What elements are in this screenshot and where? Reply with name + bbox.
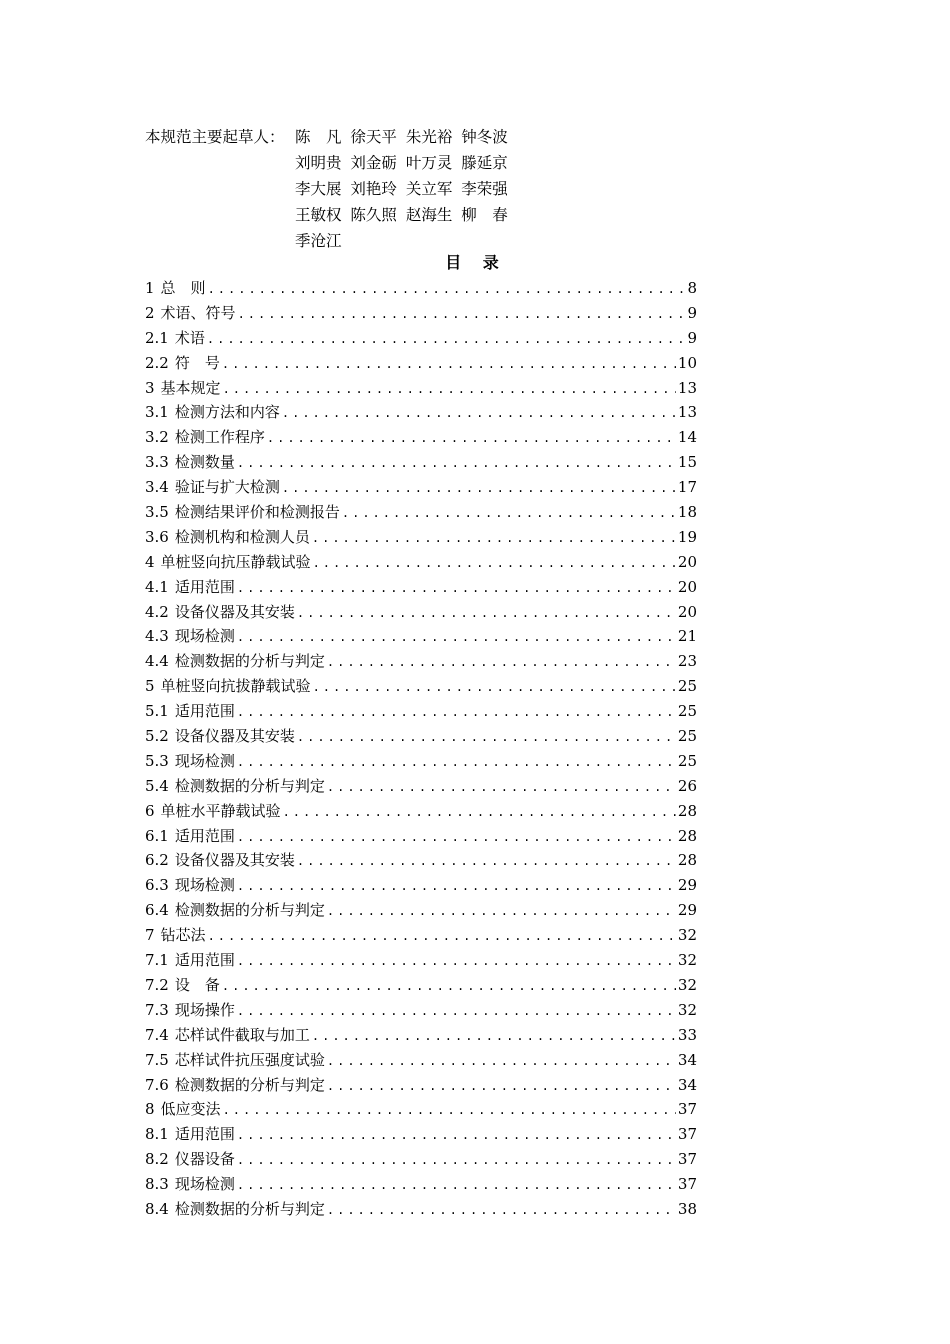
toc-dot-leader [222,974,676,999]
toc-entry-number: 3.2 [145,428,169,447]
toc-entry[interactable] [145,475,697,500]
toc-entry[interactable] [145,575,697,600]
toc-entry-title: 现场检测 [174,751,235,770]
toc-dot-leader [223,377,676,402]
toc-entry-number: 8.2 [145,1150,169,1169]
toc-entry-title: 检测数据的分析与判定 [174,776,325,795]
toc-entry-title: 现场检测 [174,1175,235,1194]
drafters-names [295,124,508,150]
toc-entry-page: 20 [677,552,697,571]
toc-entry-number: 7.5 [145,1050,169,1069]
toc-entry-title: 现场操作 [174,1000,235,1019]
toc-entry-title: 单桩竖向抗压静载试验 [160,552,311,571]
toc-entry-number: 3.6 [145,527,169,546]
toc-entry-number: 7.2 [145,975,169,994]
toc-entry-title: 术语、符号 [160,303,236,322]
toc-entry[interactable] [145,425,697,450]
toc-entry-page: 32 [677,926,697,945]
toc-entry[interactable] [145,1097,697,1122]
toc-entry-page: 19 [677,527,697,546]
toc-entry-number: 2 [145,303,155,322]
drafters-row: 季沧江 [295,232,342,250]
toc-entry-number: 7.3 [145,1000,169,1019]
toc-dot-leader [297,725,676,750]
toc-entry[interactable] [145,923,697,948]
toc-entry-page: 32 [677,951,697,970]
toc-entry-number: 3 [145,378,155,397]
toc-dot-leader [237,1148,676,1173]
toc-entry[interactable] [145,1048,697,1073]
toc-entry-title: 检测数量 [174,453,235,472]
drafters-row: 陈 凡 徐天平 朱光裕 钟冬波 [295,128,508,146]
toc-entry-number: 5.1 [145,702,169,721]
toc-dot-leader [237,750,676,775]
toc-entry-number: 6 [145,801,155,820]
toc-entry-page: 33 [677,1025,697,1044]
toc-entry[interactable] [145,276,697,301]
toc-entry-title: 总 则 [160,279,206,297]
toc-entry-title: 检测数据的分析与判定 [174,652,325,671]
toc-entry-page: 28 [677,851,697,870]
toc-entry-page: 9 [687,303,697,322]
toc-entry-page: 13 [677,378,697,397]
toc-entry-title: 仪器设备 [174,1150,235,1169]
toc-entry[interactable] [145,400,697,425]
toc-entry[interactable] [145,873,697,898]
toc-entry[interactable] [145,301,697,326]
toc-entry-number: 5.2 [145,727,169,746]
toc-entry-page: 8 [687,279,697,297]
toc-dot-leader [283,800,676,825]
toc-entry-page: 15 [677,453,697,472]
toc-dot-leader [237,700,676,725]
toc-entry[interactable] [145,600,697,625]
toc-entry-page: 9 [687,328,697,347]
toc-entry[interactable] [145,998,697,1023]
toc-entry[interactable] [145,525,697,550]
toc-entry-number: 8.3 [145,1175,169,1194]
toc-dot-leader [327,650,676,675]
toc-entry[interactable] [145,749,697,774]
toc-dot-leader [327,1049,676,1074]
toc-entry[interactable] [145,351,697,376]
toc-entry-title: 基本规定 [160,378,221,397]
toc-entry-page: 25 [677,727,697,746]
toc-entry[interactable] [145,550,697,575]
toc-entry-title: 单桩水平静载试验 [160,801,281,820]
toc-entry[interactable] [145,1023,697,1048]
toc-entry-page: 20 [677,577,697,596]
toc-entry-page: 28 [677,801,697,820]
toc-entry[interactable] [145,724,697,749]
toc-entry-number: 8.4 [145,1199,169,1218]
toc-entry-title: 现场检测 [174,627,235,646]
toc-dot-leader [312,1024,676,1049]
toc-entry-page: 29 [677,901,697,920]
toc-entry-title: 芯样试件截取与加工 [174,1025,310,1044]
toc-entry-number: 5 [145,677,155,696]
toc-dot-leader [237,999,676,1024]
toc-entry-number: 3.3 [145,453,169,472]
toc-entry-title: 现场检测 [174,876,235,895]
toc-entry-title: 单桩竖向抗拔静载试验 [160,677,311,696]
toc-entry[interactable] [145,699,697,724]
toc-entry-title: 检测方法和内容 [174,403,280,422]
toc-entry[interactable] [145,500,697,525]
toc-entry-title: 验证与扩大检测 [174,478,280,497]
toc-entry-page: 21 [677,627,697,646]
toc-entry-title: 钻芯法 [160,926,206,945]
drafters-label: 本规范主要起草人： [145,128,285,146]
toc-dot-leader [313,551,676,576]
drafters-row: 刘明贵 刘金砺 叶万灵 滕延京 [295,154,508,172]
toc-dot-leader [237,949,676,974]
toc-dot-leader [327,775,676,800]
toc-entry-number: 7.6 [145,1075,169,1094]
toc-dot-leader [238,302,686,327]
toc-entry-page: 25 [677,677,697,696]
toc-entry-title: 术语 [174,328,205,347]
toc-entry-title: 检测结果评价和检测报告 [174,503,340,522]
toc-entry-title: 适用范围 [174,1125,235,1144]
toc-entry-page: 20 [677,602,697,621]
toc-entry-number: 3.4 [145,478,169,497]
toc-entry-title: 适用范围 [174,826,235,845]
toc-entry-title: 检测工作程序 [174,428,265,447]
toc-entry[interactable] [145,848,697,873]
toc-entry-page: 37 [677,1175,697,1194]
toc-entry[interactable] [145,898,697,923]
toc-entry-page: 37 [677,1125,697,1144]
toc-entry-number: 4 [145,552,155,571]
toc-entry[interactable] [145,450,697,475]
toc-dot-leader [208,924,676,949]
toc-entry-page: 29 [677,876,697,895]
toc-entry-number: 2.1 [145,328,169,347]
toc-dot-leader [237,1123,676,1148]
toc-entry-page: 23 [677,652,697,671]
toc-entry-title: 检测数据的分析与判定 [174,1199,325,1218]
toc-dot-leader [223,1098,676,1123]
toc-dot-leader [313,675,676,700]
toc-entry-number: 8 [145,1100,155,1119]
toc-dot-leader [237,625,676,650]
toc-entry-title: 芯样试件抗压强度试验 [174,1050,325,1069]
toc-entry-number: 6.4 [145,901,169,920]
toc-entry-number: 2.2 [145,353,169,372]
toc-entry-page: 34 [677,1075,697,1094]
toc-entry-page: 10 [677,353,697,372]
toc-entry-page: 25 [677,702,697,721]
toc-dot-leader [208,277,686,302]
toc-dot-leader [297,601,676,626]
toc-entry[interactable] [145,376,697,401]
toc-entry-title: 检测数据的分析与判定 [174,1075,325,1094]
toc-entry-number: 4.1 [145,577,169,596]
toc-entry-title: 检测数据的分析与判定 [174,901,325,920]
toc-dot-leader [327,1074,676,1099]
toc-entry-title: 检测机构和检测人员 [174,527,310,546]
toc-entry-title: 设备仪器及其安装 [174,851,295,870]
toc-entry-number: 3.5 [145,503,169,522]
toc-dot-leader [297,849,676,874]
toc-entry-title: 符 号 [174,353,220,372]
toc-entry-number: 5.3 [145,751,169,770]
toc-dot-leader [237,451,676,476]
toc-entry-page: 14 [677,428,697,447]
toc-entry-page: 38 [677,1199,697,1218]
toc-entry-number: 7.1 [145,951,169,970]
toc-dot-leader [342,501,676,526]
toc-entry[interactable] [145,1172,697,1197]
toc-entry[interactable] [145,1122,697,1147]
toc-entry-title: 适用范围 [174,951,235,970]
toc-entry-page: 18 [677,503,697,522]
toc-entry-page: 26 [677,776,697,795]
toc-entry[interactable] [145,674,697,699]
toc-dot-leader [237,825,676,850]
toc-entry-page: 34 [677,1050,697,1069]
toc-entry-page: 17 [677,478,697,497]
toc-dot-leader [207,327,686,352]
toc-dot-leader [237,1173,676,1198]
toc-entry-number: 4.2 [145,602,169,621]
toc-entry[interactable] [145,326,697,351]
toc-entry[interactable] [145,948,697,973]
toc-dot-leader [282,401,676,426]
toc-dot-leader [312,526,676,551]
toc-entry-page: 32 [677,1000,697,1019]
toc-entry[interactable] [145,799,697,824]
toc-entry-number: 5.4 [145,776,169,795]
toc-entry[interactable] [145,624,697,649]
toc-entry-title: 设备仪器及其安装 [174,727,295,746]
toc-entry-title: 适用范围 [174,577,235,596]
toc-title: 目 录 [445,253,507,272]
toc-entry-page: 25 [677,751,697,770]
toc-entry-page: 37 [677,1150,697,1169]
toc-entry-page: 32 [677,975,697,994]
toc-entry-page: 13 [677,403,697,422]
toc-dot-leader [267,426,676,451]
toc-entry[interactable] [145,649,697,674]
toc-entry[interactable] [145,824,697,849]
table-of-contents [145,276,697,1222]
toc-entry-number: 4.3 [145,627,169,646]
toc-entry-number: 7.4 [145,1025,169,1044]
toc-entry-number: 1 [145,279,155,297]
drafters-row: 王敏权 陈久照 赵海生 柳 春 [295,206,508,224]
toc-entry[interactable] [145,1073,697,1098]
toc-entry-number: 3.1 [145,403,169,422]
toc-entry-title: 适用范围 [174,702,235,721]
toc-entry-number: 6.1 [145,826,169,845]
toc-entry-number: 6.3 [145,876,169,895]
toc-entry-title: 设备仪器及其安装 [174,602,295,621]
toc-dot-leader [237,874,676,899]
toc-entry-number: 4.4 [145,652,169,671]
drafters-row: 李大展 刘艳玲 关立军 李荣强 [295,180,508,198]
toc-dot-leader [327,899,676,924]
toc-entry-page: 28 [677,826,697,845]
drafters-block [145,124,508,254]
toc-dot-leader [222,352,676,377]
toc-dot-leader [327,1198,676,1223]
toc-entry-title: 低应变法 [160,1100,221,1119]
toc-entry[interactable] [145,1197,697,1222]
toc-entry-number: 6.2 [145,851,169,870]
toc-dot-leader [237,576,676,601]
toc-entry-page: 37 [677,1100,697,1119]
toc-entry[interactable] [145,774,697,799]
toc-entry-number: 7 [145,926,155,945]
toc-dot-leader [282,476,676,501]
toc-entry[interactable] [145,1147,697,1172]
toc-entry[interactable] [145,973,697,998]
toc-entry-title: 设 备 [174,975,220,994]
toc-entry-number: 8.1 [145,1125,169,1144]
